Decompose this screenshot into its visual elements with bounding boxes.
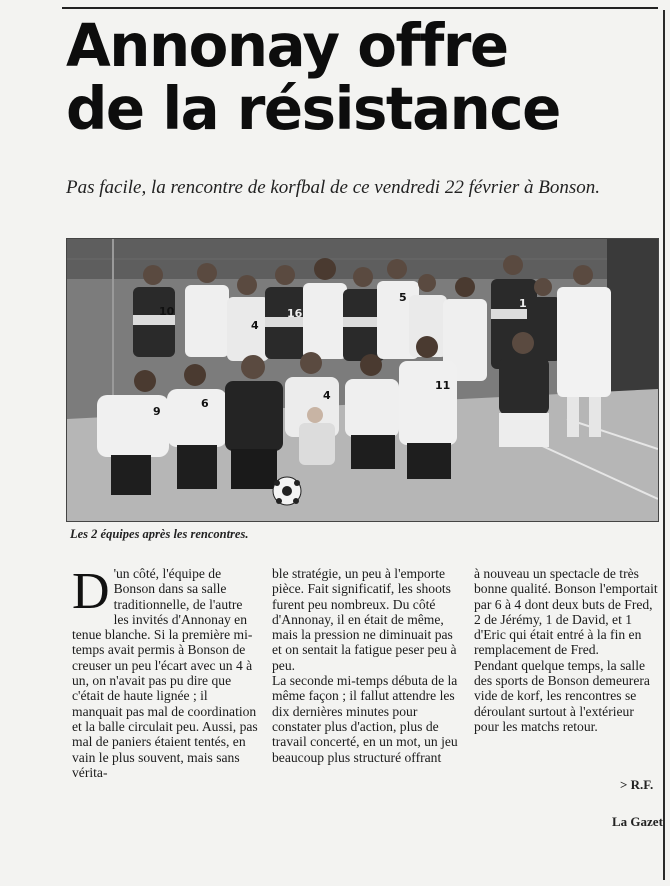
jersey-number: 11 <box>435 379 451 392</box>
headline-line-2: de la résistance <box>66 74 560 143</box>
jersey-number: 1 <box>519 297 527 310</box>
jersey-number: 5 <box>399 291 407 304</box>
publication-name: La Gazet <box>612 814 663 829</box>
drop-cap: D <box>72 563 110 620</box>
headline <box>66 11 615 143</box>
jersey-number: 9 <box>153 405 161 418</box>
article-paragraph: 'un côté, l'équipe de Bonson dans sa salle traditionnelle, de l'autre les invités d'Annonay en tenue blanche. Si la première mi-temps avait permis à Bonson de creuser un peu l'écart avec un 4 à un, on n'avait pas pu dire que c'était de haute lignée ; il manquait pas mal de coordination et la balle circulait peu. Aussi, pas mal de paniers étaient tentés, en vain le plus souvent, mais sans vérita- <box>72 566 258 780</box>
jersey-number: 4 <box>251 319 259 332</box>
article-column-1 <box>72 563 258 780</box>
article-paragraph: Pendant quelque temps, la salle des sports de Bonson demeurera vide de korf, les rencontres se déroulant surtout à l'extérieur pour les matchs retour. <box>474 657 650 734</box>
article-paragraph: ble stratégie, un peu à l'emporte pièce. Fait significatif, les shoots furent peu nombreux. Du côté d'Annonay, il en était de même, mais la pression ne diminuait pas et on sentait la fatigue peser peu à peu. <box>272 566 457 673</box>
team-photo-illustration <box>67 239 658 521</box>
subtitle: Pas facile, la rencontre de korfbal de ce vendredi 22 février à Bonson. <box>66 177 600 198</box>
article-paragraph: La seconde mi-temps débuta de la même façon ; il fallut attendre les dix dernières minutes pour constater plus d'action, plus de travail concerté, en un mot, un jeu beaucoup plus structuré offrant <box>272 673 458 765</box>
jersey-number: 10 <box>159 305 175 318</box>
photo-caption: Les 2 équipes après les rencontres. <box>70 527 249 541</box>
top-rule <box>62 7 658 9</box>
jersey-number: 4 <box>323 389 331 402</box>
korfball-ball <box>273 477 301 505</box>
jersey-number: 16 <box>287 307 303 320</box>
article-column-3 <box>474 566 660 734</box>
author-signature: > R.F. <box>620 777 654 792</box>
article-paragraph: à nouveau un spectacle de très bonne qualité. Bonson l'emportait par 6 à 4 dont deux buts de Fred, 2 de Jérémy, 1 de David, et 1 d'Eric qui était entré à la fin en remplacement de Fred. <box>474 566 658 658</box>
team-photo <box>66 238 659 522</box>
jersey-number: 6 <box>201 397 209 410</box>
column-rule <box>663 10 665 880</box>
article-column-2 <box>272 566 458 765</box>
headline-line-1: Annonay offre <box>66 11 508 80</box>
